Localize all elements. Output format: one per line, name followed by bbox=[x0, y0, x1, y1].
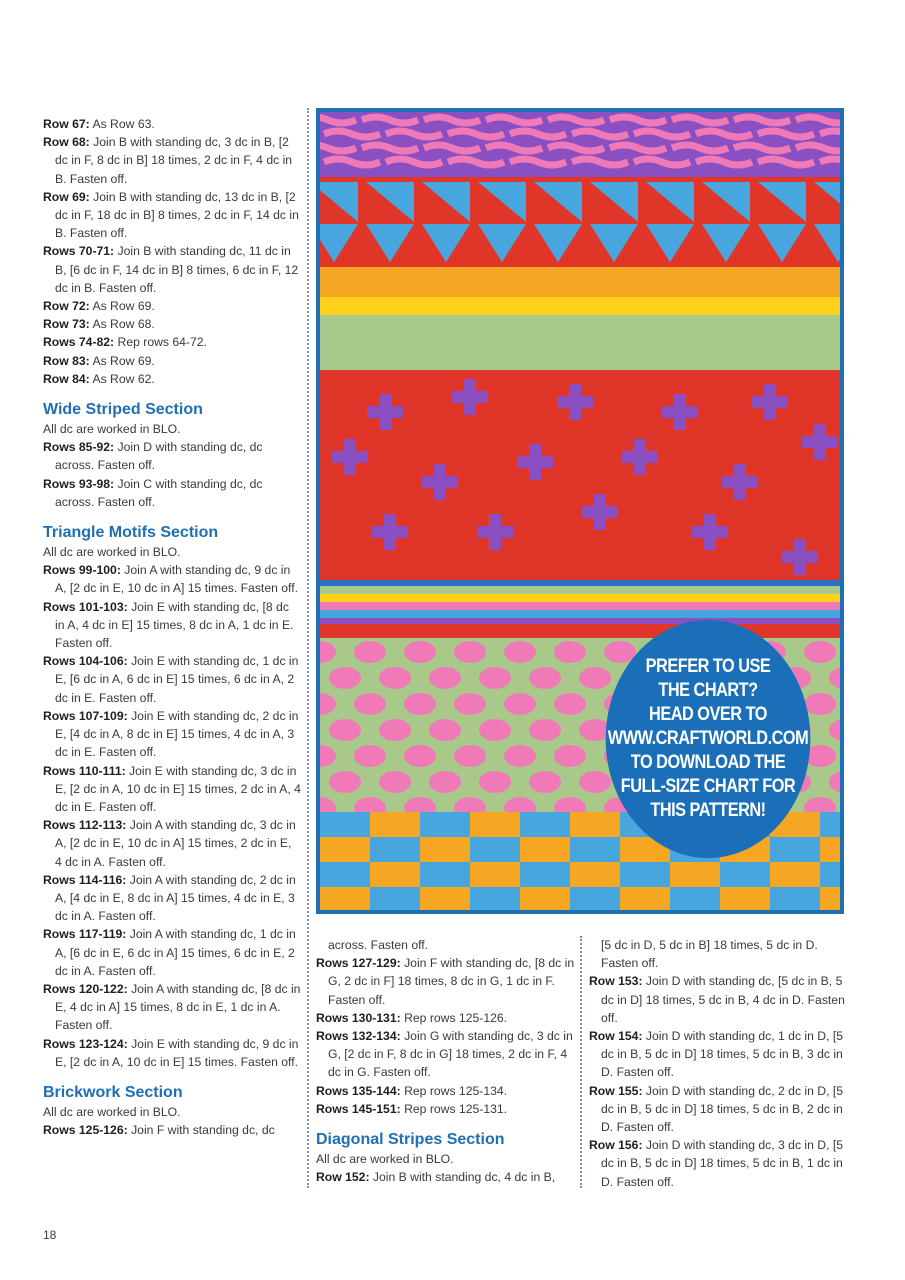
continued-text: [5 dc in D, 5 dc in B] 18 times, 5 dc in D. Fasten off. bbox=[601, 938, 818, 971]
checker-square bbox=[570, 812, 620, 837]
row-instruction bbox=[43, 242, 301, 297]
checker-square bbox=[320, 812, 370, 837]
row-label: Row 68: bbox=[43, 135, 90, 150]
row-instruction bbox=[43, 1121, 301, 1139]
cross-motif bbox=[477, 526, 513, 538]
row-label: Rows 132-134: bbox=[316, 1029, 401, 1044]
diamond-motif bbox=[429, 667, 461, 689]
row-text: Rep rows 125-134. bbox=[400, 1083, 508, 1098]
badge-line: FULL-SIZE CHART FOR bbox=[620, 776, 796, 797]
row-label: Rows 123-124: bbox=[43, 1036, 128, 1051]
row-instruction bbox=[43, 115, 301, 133]
checker-square bbox=[720, 862, 770, 887]
diamond-motif bbox=[554, 693, 586, 715]
diamond-motif bbox=[504, 745, 536, 767]
row-label: Rows 112-113: bbox=[43, 818, 127, 833]
text-column-1 bbox=[43, 115, 301, 1139]
row-instruction bbox=[43, 475, 301, 511]
diamond-motif bbox=[429, 719, 461, 741]
row-text: Join D with standing dc, 2 dc in D, [5 dc in B, 5 dc in D] 18 times, 5 dc in B, 2 dc in D. Fasten off. bbox=[601, 1083, 844, 1135]
section-note: All dc are worked in BLO. bbox=[43, 545, 181, 560]
diamond-motif bbox=[329, 771, 361, 793]
row-instructions-block bbox=[316, 1168, 578, 1186]
row-instruction bbox=[43, 598, 301, 653]
checker-square bbox=[420, 862, 470, 887]
checker-square bbox=[620, 887, 670, 910]
diamond-motif bbox=[454, 745, 486, 767]
row-label: Row 72: bbox=[43, 299, 90, 314]
row-instruction bbox=[43, 438, 301, 474]
checker-square bbox=[520, 862, 570, 887]
row-text: Join B with standing dc, 4 dc in B, bbox=[369, 1170, 556, 1185]
checker-square bbox=[720, 887, 770, 910]
row-instruction bbox=[589, 1027, 851, 1082]
row-instruction bbox=[43, 315, 301, 333]
diamond-motif bbox=[554, 745, 586, 767]
row-instruction bbox=[43, 652, 301, 707]
text-column-3 bbox=[589, 936, 851, 1191]
row-text: As Row 69. bbox=[89, 353, 155, 368]
row-text: Join B with standing dc, 3 dc in B, [2 dc in F, 8 dc in B] 18 times, 2 dc in F, 4 dc in B. Fasten off. bbox=[55, 135, 293, 186]
row-instruction bbox=[43, 925, 301, 980]
row-text: Join F with standing dc, dc bbox=[127, 1123, 275, 1138]
column-divider bbox=[580, 936, 582, 1188]
row-instruction bbox=[43, 980, 301, 1035]
checker-square bbox=[570, 862, 620, 887]
row-label: Rows 130-131: bbox=[316, 1010, 401, 1025]
thin-stripe bbox=[320, 624, 840, 638]
row-text: As Row 68. bbox=[89, 317, 155, 332]
diamond-motif bbox=[354, 745, 386, 767]
row-text: Rep rows 125-126. bbox=[400, 1010, 508, 1025]
checker-square bbox=[520, 887, 570, 910]
thin-stripe bbox=[320, 618, 840, 624]
chart-download-badge bbox=[606, 620, 811, 858]
row-label: Rows 114-116: bbox=[43, 872, 127, 887]
row-instructions-block bbox=[43, 438, 301, 511]
badge-line: TO DOWNLOAD THE bbox=[630, 752, 786, 773]
row-instruction bbox=[43, 297, 301, 315]
row-instruction bbox=[316, 1009, 578, 1027]
row-instructions-block bbox=[589, 972, 851, 1190]
row-instruction bbox=[316, 1168, 578, 1186]
diamond-motif bbox=[579, 667, 611, 689]
row-text: Join G with standing dc, 3 dc in G, [2 dc in F, 8 dc in G] 18 times, 2 dc in F, 4 dc in G. Fasten off. bbox=[328, 1029, 573, 1080]
yellow-stripe bbox=[320, 297, 840, 315]
row-instructions-block bbox=[316, 954, 578, 1118]
row-label: Rows 93-98: bbox=[43, 476, 115, 491]
text-column-2 bbox=[316, 936, 578, 1186]
checker-square bbox=[470, 812, 520, 837]
row-text: Join B with standing dc, 11 dc in B, [6 dc in F, 14 dc in B] 8 times, 6 dc in F, 12 dc in B. Fasten off. bbox=[55, 244, 299, 295]
diamond-motif bbox=[529, 719, 561, 741]
row-label: Row 67: bbox=[43, 117, 90, 131]
section-heading-brickwork: Brickwork Section bbox=[43, 1083, 183, 1101]
cross-motif bbox=[752, 396, 788, 408]
row-label: Row 156: bbox=[589, 1138, 643, 1153]
row-text: As Row 63. bbox=[89, 117, 155, 131]
cross-motif bbox=[622, 451, 658, 463]
checker-square bbox=[820, 862, 840, 887]
page-number: 18 bbox=[43, 1228, 57, 1242]
row-text: Join E with standing dc, 2 dc in E, [4 dc in A, 8 dc in E] 15 times, 4 dc in A, 3 dc in E. Fasten off. bbox=[55, 708, 299, 760]
thin-stripe bbox=[320, 586, 840, 594]
row-text: Join E with standing dc, 9 dc in E, [2 dc in A, 10 dc in E] 15 times. Fasten off. bbox=[55, 1036, 299, 1069]
diamond-motif bbox=[354, 693, 386, 715]
thin-stripe bbox=[320, 594, 840, 602]
cross-motif bbox=[372, 526, 408, 538]
row-instruction bbox=[589, 1136, 851, 1191]
checker-square bbox=[570, 887, 620, 910]
diamond-motif bbox=[529, 667, 561, 689]
row-text: Join A with standing dc, 2 dc in A, [4 dc in E, 8 dc in A] 15 times, 4 dc in E, 3 dc in A. Fasten off. bbox=[55, 872, 296, 924]
row-label: Row 153: bbox=[589, 974, 643, 989]
continued-text: across. Fasten off. bbox=[328, 938, 429, 952]
row-instruction bbox=[43, 871, 301, 926]
row-instructions-block bbox=[43, 115, 301, 388]
checker-square bbox=[320, 837, 370, 862]
row-label: Rows 110-111: bbox=[43, 763, 126, 778]
row-instruction bbox=[43, 333, 301, 351]
thin-stripe bbox=[320, 602, 840, 610]
checker-square bbox=[620, 862, 670, 887]
diamond-motif bbox=[404, 693, 436, 715]
row-label: Rows 120-122: bbox=[43, 981, 128, 996]
checker-square bbox=[470, 837, 520, 862]
checker-square bbox=[670, 862, 720, 887]
row-text: Join C with standing dc, dc across. Fasten off. bbox=[55, 476, 263, 509]
badge-line: HEAD OVER TO bbox=[649, 704, 767, 725]
cross-motif bbox=[582, 506, 618, 518]
checker-square bbox=[370, 837, 420, 862]
row-instructions-block bbox=[43, 1121, 301, 1139]
checker-square bbox=[420, 837, 470, 862]
checker-square bbox=[370, 812, 420, 837]
diamond-motif bbox=[354, 641, 386, 663]
row-text: Join A with standing dc, 3 dc in A, [2 dc in E, 10 dc in A] 15 times, 2 dc in E, 4 dc in A. Fasten off. bbox=[55, 818, 296, 869]
row-instruction bbox=[316, 1027, 578, 1082]
row-text: Join E with standing dc, 3 dc in E, [2 dc in A, 10 dc in E] 15 times, 2 dc in A, 4 dc in E. Fasten off. bbox=[55, 763, 301, 814]
row-text: Join B with standing dc, 13 dc in B, [2 dc in F, 18 dc in B] 8 times, 2 dc in F, 14 dc in B. Fasten off. bbox=[55, 189, 299, 241]
row-instruction bbox=[43, 188, 301, 243]
checker-square bbox=[820, 837, 840, 862]
row-text: Join A with standing dc, 9 dc in A, [2 dc in E, 10 dc in A] 15 times. Fasten off. bbox=[55, 563, 298, 596]
row-text: As Row 69. bbox=[89, 299, 155, 314]
row-label: Rows 135-144: bbox=[316, 1083, 401, 1098]
checker-square bbox=[770, 862, 820, 887]
diamond-motif bbox=[429, 771, 461, 793]
cross-motif bbox=[662, 406, 698, 418]
row-instruction bbox=[43, 762, 301, 817]
diamond-motif bbox=[379, 667, 411, 689]
row-instruction bbox=[43, 370, 301, 388]
diamond-motif bbox=[329, 667, 361, 689]
row-instruction bbox=[43, 561, 301, 597]
row-label: Row 154: bbox=[589, 1029, 643, 1044]
cross-motif bbox=[422, 476, 458, 488]
row-label: Row 84: bbox=[43, 371, 90, 386]
section-note: All dc are worked in BLO. bbox=[43, 1104, 181, 1119]
cross-motif bbox=[802, 436, 838, 448]
diamond-motif bbox=[504, 641, 536, 663]
row-instruction bbox=[43, 707, 301, 762]
row-text: Join F with standing dc, [8 dc in G, 2 dc in F] 18 times, 8 dc in G, 1 dc in F. Fasten off. bbox=[328, 956, 575, 1007]
diamond-motif bbox=[579, 771, 611, 793]
section-heading-triangle-motifs: Triangle Motifs Section bbox=[43, 524, 219, 542]
thin-stripe bbox=[320, 580, 840, 586]
diamond-motif bbox=[529, 771, 561, 793]
row-instruction bbox=[589, 1082, 851, 1137]
green-stripe bbox=[320, 315, 840, 370]
checker-square bbox=[820, 887, 840, 910]
checker-square bbox=[520, 837, 570, 862]
cross-motif bbox=[367, 406, 403, 418]
row-instruction bbox=[43, 816, 301, 871]
thin-stripe bbox=[320, 610, 840, 618]
row-text: Join D with standing dc, 1 dc in D, [5 dc in B, 5 dc in D] 18 times, 5 dc in B, 3 dc in D. Fasten off. bbox=[601, 1029, 844, 1080]
row-label: Row 73: bbox=[43, 317, 90, 332]
row-text: Rep rows 125-131. bbox=[400, 1101, 508, 1116]
cross-motif bbox=[782, 551, 818, 563]
row-text: Join D with standing dc, 3 dc in D, [5 dc in B, 5 dc in D] 18 times, 5 dc in B, 1 dc in D. Fasten off. bbox=[601, 1138, 844, 1189]
checker-square bbox=[320, 862, 370, 887]
diamond-motif bbox=[379, 719, 411, 741]
row-label: Rows 117-119: bbox=[43, 927, 127, 942]
orange-stripe bbox=[320, 267, 840, 297]
section-note: All dc are worked in BLO. bbox=[43, 422, 181, 437]
row-label: Rows 101-103: bbox=[43, 599, 128, 614]
row-label: Rows 74-82: bbox=[43, 335, 115, 350]
diamond-motif bbox=[479, 719, 511, 741]
diamond-motif bbox=[404, 745, 436, 767]
checker-square bbox=[520, 812, 570, 837]
checker-square bbox=[420, 812, 470, 837]
row-label: Rows 125-126: bbox=[43, 1123, 128, 1138]
row-label: Row 152: bbox=[316, 1170, 370, 1185]
diamond-motif bbox=[479, 667, 511, 689]
section-heading-diagonal-stripes: Diagonal Stripes Section bbox=[316, 1131, 505, 1149]
cross-motif bbox=[332, 451, 368, 463]
checker-square bbox=[320, 887, 370, 910]
row-label: Rows 145-151: bbox=[316, 1101, 401, 1116]
diamond-motif bbox=[454, 693, 486, 715]
diamond-motif bbox=[329, 719, 361, 741]
checker-square bbox=[470, 862, 520, 887]
cross-motif bbox=[692, 526, 728, 538]
row-label: Rows 70-71: bbox=[43, 244, 115, 259]
diamond-motif bbox=[379, 771, 411, 793]
cross-motif bbox=[452, 391, 488, 403]
section-note: All dc are worked in BLO. bbox=[316, 1152, 454, 1167]
checker-square bbox=[770, 837, 820, 862]
row-label: Rows 107-109: bbox=[43, 708, 128, 723]
diamond-motif bbox=[454, 641, 486, 663]
row-instruction bbox=[316, 1100, 578, 1118]
row-text: Join D with standing dc, dc across. Fasten off. bbox=[55, 440, 263, 473]
checker-square bbox=[420, 887, 470, 910]
diamond-motif bbox=[804, 693, 836, 715]
row-instructions-block bbox=[43, 561, 301, 1071]
cross-motif bbox=[722, 476, 758, 488]
row-label: Rows 85-92: bbox=[43, 440, 115, 455]
diamond-motif bbox=[554, 641, 586, 663]
row-text: Join D with standing dc, [5 dc in B, 5 dc in D] 18 times, 5 dc in B, 4 dc in D. Fasten off. bbox=[601, 974, 845, 1025]
row-text: Join E with standing dc, [8 dc in A, 4 dc in E] 15 times, 8 dc in A, 1 dc in E. Fasten off. bbox=[55, 599, 294, 651]
row-text: As Row 62. bbox=[89, 371, 155, 386]
diamond-motif bbox=[404, 641, 436, 663]
checker-square bbox=[670, 887, 720, 910]
diamond-motif bbox=[504, 693, 536, 715]
badge-line: THE CHART? bbox=[658, 680, 758, 701]
row-text: Join E with standing dc, 1 dc in E, [6 dc in A, 6 dc in E] 15 times, 6 dc in A, 2 dc in E. Fasten off. bbox=[55, 654, 299, 705]
checker-square bbox=[470, 887, 520, 910]
checker-square bbox=[370, 887, 420, 910]
diamond-motif bbox=[804, 641, 836, 663]
row-instruction bbox=[43, 133, 301, 188]
row-instruction bbox=[43, 1035, 301, 1071]
row-text: Join A with standing dc, [8 dc in E, 4 dc in A] 15 times, 8 dc in E, 1 dc in A. Fasten off. bbox=[55, 981, 301, 1033]
row-label: Rows 104-106: bbox=[43, 654, 128, 669]
row-label: Row 155: bbox=[589, 1083, 643, 1098]
checker-square bbox=[570, 837, 620, 862]
row-instruction bbox=[316, 1082, 578, 1100]
checker-square bbox=[770, 887, 820, 910]
checker-square bbox=[820, 812, 840, 837]
badge-line: THIS PATTERN! bbox=[650, 800, 766, 821]
row-instruction bbox=[589, 972, 851, 1027]
row-text: Rep rows 64-72. bbox=[114, 335, 207, 350]
column-divider bbox=[307, 108, 309, 1188]
row-instruction bbox=[43, 352, 301, 370]
cross-motif bbox=[557, 396, 593, 408]
cross-motif bbox=[517, 456, 553, 468]
badge-url[interactable]: WWW.CRAFTWORLD.COM bbox=[607, 728, 809, 749]
checker-square bbox=[370, 862, 420, 887]
row-label: Rows 127-129: bbox=[316, 956, 401, 971]
row-label: Row 69: bbox=[43, 189, 90, 204]
badge-line: PREFER TO USE bbox=[645, 656, 771, 677]
diamond-motif bbox=[479, 771, 511, 793]
section-heading-wide-striped: Wide Striped Section bbox=[43, 401, 203, 419]
row-instruction bbox=[316, 954, 578, 1009]
row-label: Rows 99-100: bbox=[43, 563, 121, 578]
row-label: Row 83: bbox=[43, 353, 90, 368]
row-text: Join A with standing dc, 1 dc in A, [6 dc in E, 6 dc in A] 15 times, 6 dc in E, 2 dc in A. Fasten off. bbox=[55, 927, 296, 978]
